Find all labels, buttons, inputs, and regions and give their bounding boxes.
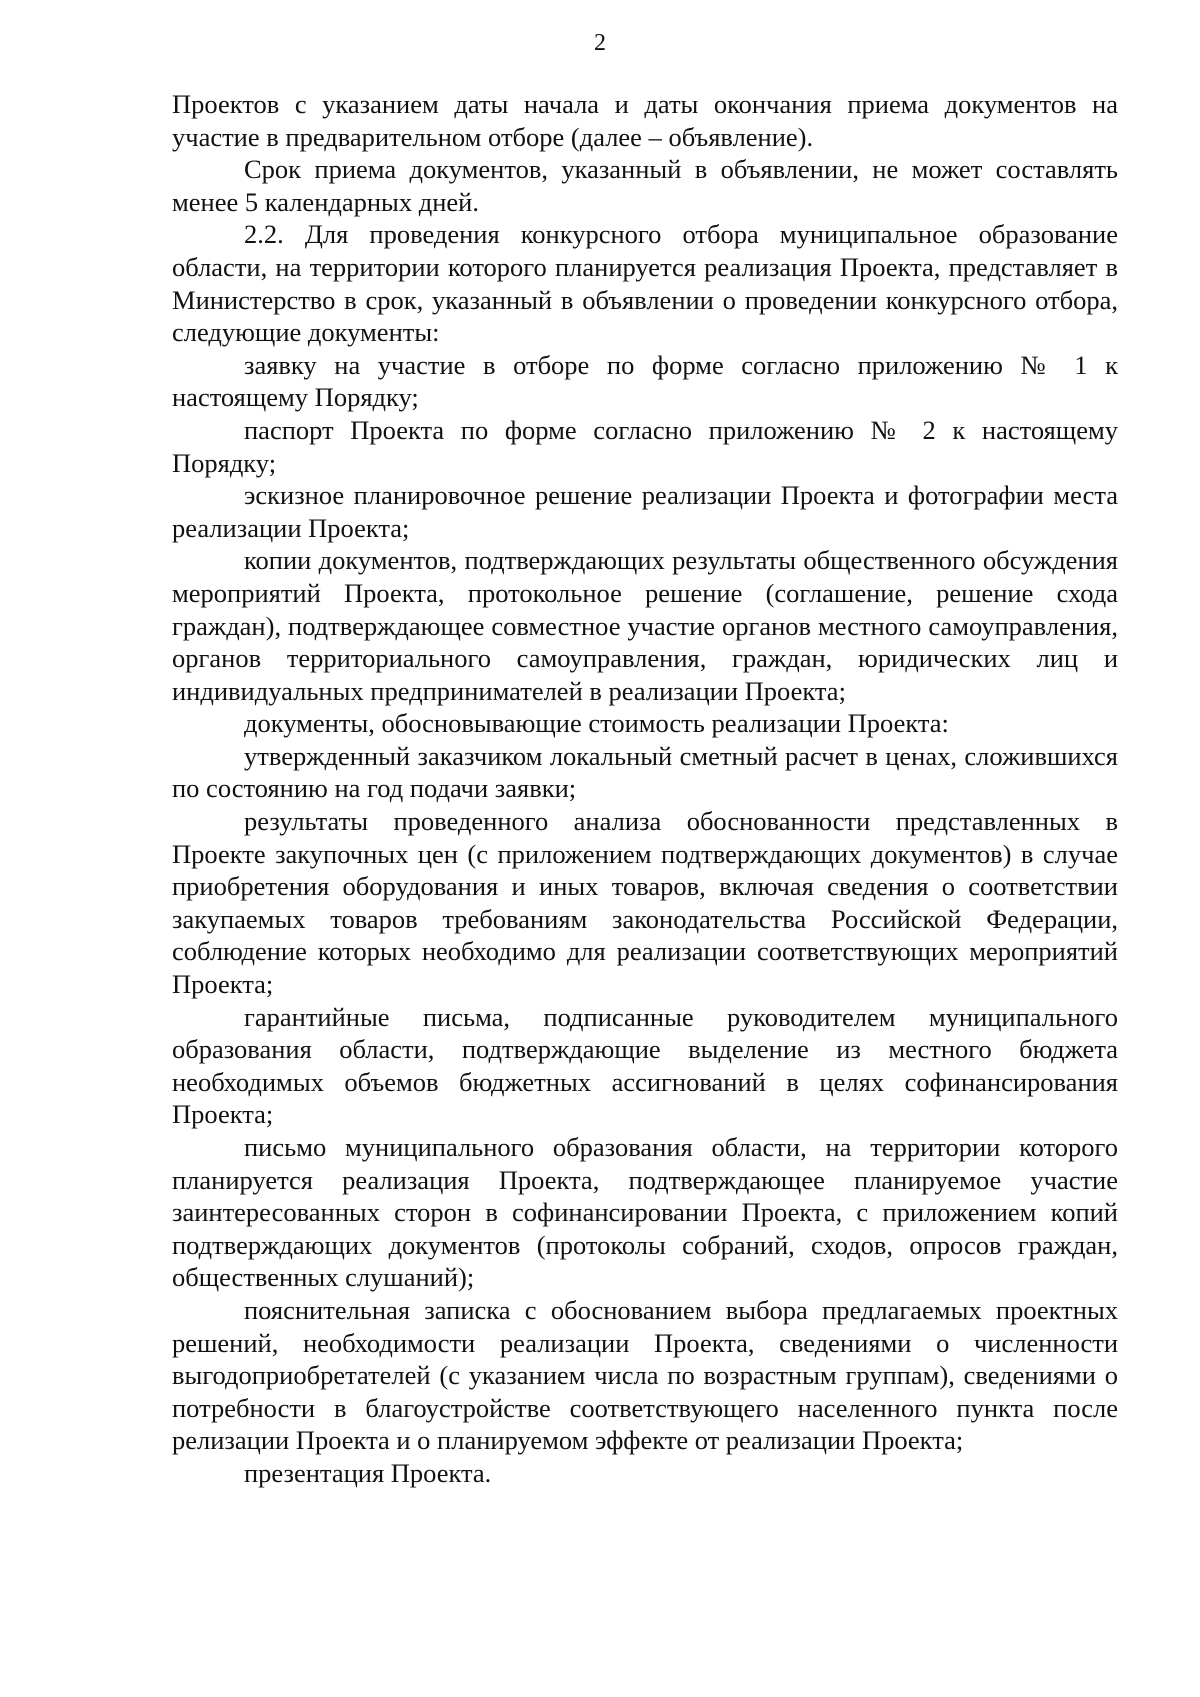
paragraph: копии документов, подтверждающих результаты общественного обсуждения мероприятий Проекта, протокольное решение (соглашение, решение схода граждан), подтверждающее совместное участие органов местного самоуправления, органов территориального самоуправления, граждан, юридических лиц и индивидуальных предпринимателей в реализации Проекта; [172, 545, 1118, 706]
paragraph: паспорт Проекта по форме согласно приложению № 2 к настоящему Порядку; [172, 414, 1118, 478]
paragraph: гарантийные письма, подписанные руководителем муниципального образования области, подтверждающие выделение из местного бюджета необходимых объемов бюджетных ассигнований в целях софинансирования Проекта; [172, 1001, 1118, 1130]
paragraph: письмо муниципального образования области, на территории которого планируется реализация Проекта, подтверждающее планируемое участие заинтересованных сторон в софинансировании Проекта, с приложением копий подтверждающих документов (протоколы собраний, сходов, опросов граждан, общественных слушаний); [172, 1132, 1118, 1293]
paragraph: 2.2. Для проведения конкурсного отбора муниципальное образование области, на территории которого планируется реализация Проекта, представляет в Министерство в срок, указанный в объявлении о проведении конкурсного отбора, следующие документы: [172, 219, 1118, 348]
paragraph: утвержденный заказчиком локальный сметный расчет в ценах, сложившихся по состоянию на год подачи заявки; [172, 740, 1118, 804]
paragraph: Проектов с указанием даты начала и даты окончания приема документов на участие в предварительном отборе (далее – объявление). [172, 89, 1118, 152]
paragraph: заявку на участие в отборе по форме согласно приложению № 1 к настоящему Порядку; [172, 349, 1118, 413]
paragraph: презентация Проекта. [244, 1457, 492, 1488]
paragraph: эскизное планировочное решение реализации Проекта и фотографии места реализации Проекта; [172, 480, 1118, 543]
page-number: 2 [594, 30, 606, 56]
paragraph: результаты проведенного анализа обоснованности представленных в Проекте закупочных цен (с приложением подтверждающих документов) в случае приобретения оборудования и иных товаров, включая сведения о соответствии закупаемых товаров требованиям законодательства Российской Федерации, соблюдение которых необходимо для реализации соответствующих мероприятий Проекта; [172, 806, 1118, 1000]
paragraph: Срок приема документов, указанный в объявлении, не может составлять менее 5 календарных дней. [172, 154, 1118, 217]
paragraph: документы, обосновывающие стоимость реализации Проекта: [244, 708, 949, 739]
document-body [172, 88, 1118, 1490]
paragraph: пояснительная записка с обоснованием выбора предлагаемых проектных решений, необходимости реализации Проекта, сведениями о численности выгодоприобретателей (с указанием числа по возрастным группам), сведениями о потребности в благоустройстве соответствующего населенного пункта после релизации Проекта и о планируемом эффекте от реализации Проекта; [172, 1294, 1118, 1456]
